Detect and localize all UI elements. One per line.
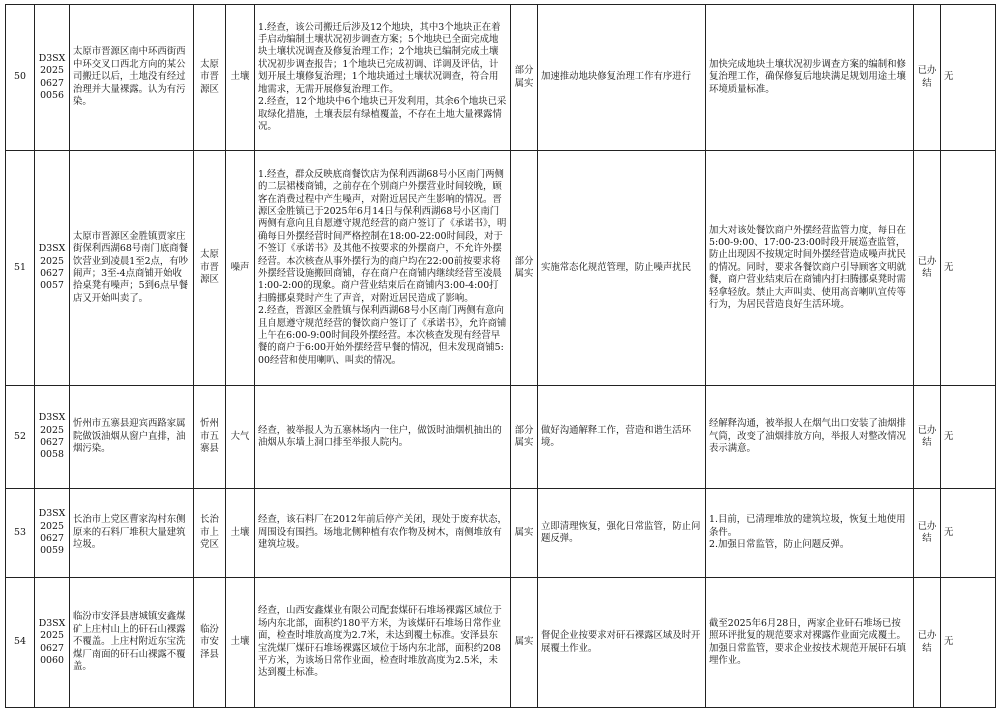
finding-paragraph: 2.经查，12个地块中6个地块已开发利用，其余6个地块已采取绿化措施，土壤表层有绿植覆盖，不存在土地大量裸露情况。 — [258, 96, 507, 132]
verification-result: 部分属实 — [511, 386, 538, 489]
accountability: 无 — [941, 151, 996, 386]
verification-result: 属实 — [511, 489, 538, 578]
verification-result: 部分属实 — [511, 151, 538, 386]
table-row — [6, 151, 996, 386]
row-number: 54 — [6, 578, 35, 708]
rectification-result: 加快完成地块土壤状况初步调查方案的编制和修复治理工作，确保修复后地块满足规划用途土壤环境质量标准。 — [706, 5, 914, 151]
row-number: 53 — [6, 489, 35, 578]
complaint-content: 太原市晋源区南中环西街西中环交叉口西北方向的某公司搬迁以后，土地没有经过治理并大量裸露。认为有污染。 — [70, 5, 194, 151]
admin-area: 太原市晋源区 — [194, 5, 226, 151]
handling-status: 已办结 — [914, 151, 941, 386]
handling-status: 已办结 — [914, 578, 941, 708]
table-row — [6, 5, 996, 151]
finding-paragraph: 2.经查，晋源区金胜镇与保利西湖68号小区南门两侧有意向且自愿遵守规范经营的餐饮商户签订了《承诺书》，允许商铺上午在6:00-9:00时间段外摆经营。本次核查发现有经营早餐的商户于6:00开始外摆经营早餐的情况，但未发现商铺5:00经营和使用喇叭、叫卖的情况。 — [258, 305, 507, 366]
handling-status: 已办结 — [914, 5, 941, 151]
rectification-measures: 实施常态化规范管理，防止噪声扰民 — [538, 151, 706, 386]
admin-area: 太原市晋源区 — [194, 151, 226, 386]
finding-paragraph: 经查，该石料厂在2012年前后停产关闭，现处于废弃状态，周围设有围挡。场地北侧种植有农作物及树木，南侧堆放有建筑垃圾。 — [258, 514, 507, 551]
table-body — [6, 5, 996, 708]
investigation-findings — [255, 5, 511, 151]
pollution-type: 大气 — [226, 386, 255, 489]
case-code: D3SX202506270059 — [35, 489, 70, 578]
rectification-measures: 立即清理恢复，强化日常监管，防止问题反弹。 — [538, 489, 706, 578]
complaint-content: 太原市晋源区金胜镇贾家庄街保利西湖68号南门底商餐饮营业到凌晨1至2点，有吵闹声；3至-4点商铺开始收拾桌凳有噪声；5到6点早餐店又开始叫卖了。 — [70, 151, 194, 386]
rectification-measures: 做好沟通解释工作，营造和谐生活环境。 — [538, 386, 706, 489]
rectification-result: 1.目前，已清理堆放的建筑垃圾，恢复土地使用条件。 2.加强日常监管，防止问题反弹。 — [706, 489, 914, 578]
admin-area: 长治市上党区 — [194, 489, 226, 578]
complaint-content: 忻州市五寨县迎宾西路家属院做饭油烟从窗户直排，油烟污染。 — [70, 386, 194, 489]
case-code: D3SX202506270056 — [35, 5, 70, 151]
verification-result: 部分属实 — [511, 5, 538, 151]
finding-paragraph: 1.经查，群众反映底商餐饮店为保利西湖68号小区南门两侧的二层裙楼商铺，之前存在个别商户外摆营业时间较晚，顾客在消费过程中产生噪声，对附近居民产生影响的情况。晋源区金胜镇已于2025年6月14日与保利西湖68号小区南门两侧有意向且自愿遵守规范经营的商户签订了《承诺书》，明确每日外摆经营时间严格控制在18:00-22:00时间段，对于不签订《承诺书》及其他不按要求的外摆商户，不允许外摆经营。本次核查从事外摆行为的商户均在22:00前按要求将外摆经营设施搬回商铺，存在商户在商铺内继续经营至凌晨1:00-2:00的现象。商户营业结束后在商铺内3:00-4:00打扫腾挪桌凳时产生了声音，对附近居民造成了影响。 — [258, 168, 507, 304]
rectification-result: 经解释沟通，被举报人在烟气出口安装了油烟排气筒，改变了油烟排放方向，举报人对整改情况表示满意。 — [706, 386, 914, 489]
complaint-content: 长治市上党区曹家沟村东侧原来的石料厂堆积大量建筑垃圾。 — [70, 489, 194, 578]
complaint-content: 临汾市安泽县唐城镇安鑫煤矿上庄村山上的矸石山裸露不覆盖。上庄村附近东宝洗煤厂南面的矸石山裸露不覆盖。 — [70, 578, 194, 708]
finding-paragraph: 1.经查，该公司搬迁后涉及12个地块，其中3个地块正在着手启动编制土壤状况初步调查方案；5个地块已全面完成地块土壤状况调查及修复治理工作；2个地块已编制完成土壤状况初步调查报告；1个地块已完成初调、详调及评估，计划开展土壤修复治理；1个地块通过土壤状况调查，符合用地需求，无需开展修复治理工作。 — [258, 21, 501, 95]
investigation-findings — [255, 489, 511, 578]
admin-area: 临汾市安泽县 — [194, 578, 226, 708]
table-row — [6, 578, 996, 708]
case-code: D3SX202506270060 — [35, 578, 70, 708]
accountability: 无 — [941, 578, 996, 708]
admin-area: 忻州市五寨县 — [194, 386, 226, 489]
rectification-result: 截至2025年6月28日，两家企业矸石堆场已按照环评批复的规范要求对裸露作业面完成覆土。 加强日常监管，要求企业按技术规范开展矸石填埋作业。 — [706, 578, 914, 708]
investigation-findings — [255, 578, 511, 708]
pollution-type: 噪声 — [226, 151, 255, 386]
pollution-type: 土壤 — [226, 578, 255, 708]
rectification-measures: 加速推动地块修复治理工作有序进行 — [538, 5, 706, 151]
table-row — [6, 386, 996, 489]
investigation-findings — [255, 386, 511, 489]
accountability: 无 — [941, 5, 996, 151]
pollution-type: 土壤 — [226, 489, 255, 578]
handling-status: 已办结 — [914, 386, 941, 489]
complaint-table — [5, 4, 996, 708]
rectification-result: 加大对该处餐饮商户外摆经营监管力度，每日在5:00-9:00、17:00-23:00时段开展巡查监管，防止出现因不按规定时间外摆经营造成噪声扰民的情况。同时，要求各餐饮商户引导顾客文明就餐，商户营业结束后在商铺内打扫腾挪桌凳时需轻拿轻放。禁止大声叫卖、使用高音喇叭宣传等行为，为居民营造良好生活环境。 — [706, 151, 914, 386]
table-row — [6, 489, 996, 578]
handling-status: 已办结 — [914, 489, 941, 578]
finding-paragraph: 经查，被举报人为五寨林场内一住户，做饭时油烟机抽出的油烟从东墙上洞口排至举报人院内。 — [258, 424, 502, 448]
verification-result: 属实 — [511, 578, 538, 708]
pollution-type: 土壤 — [226, 5, 255, 151]
accountability: 无 — [941, 386, 996, 489]
finding-paragraph: 经查，山西安鑫煤业有限公司配套煤矸石堆场裸露区域位于场内东北部，面积约180平方米，为该煤矸石堆场日常作业面，检查时堆放高度为2.7米，未达到覆土标准。安泽县东宝洗煤厂煤矸石堆场裸露区域位于场内东北部，面积约208平方米，为该场日常作业面，检查时堆放高度为2.5米，未达到覆土标准。 — [258, 605, 502, 679]
row-number: 51 — [6, 151, 35, 386]
row-number: 50 — [6, 5, 35, 151]
investigation-findings — [255, 151, 511, 386]
rectification-measures: 督促企业按要求对矸石裸露区域及时开展覆土作业。 — [538, 578, 706, 708]
case-code: D3SX202506270058 — [35, 386, 70, 489]
row-number: 52 — [6, 386, 35, 489]
case-code: D3SX202506270057 — [35, 151, 70, 386]
accountability: 无 — [941, 489, 996, 578]
